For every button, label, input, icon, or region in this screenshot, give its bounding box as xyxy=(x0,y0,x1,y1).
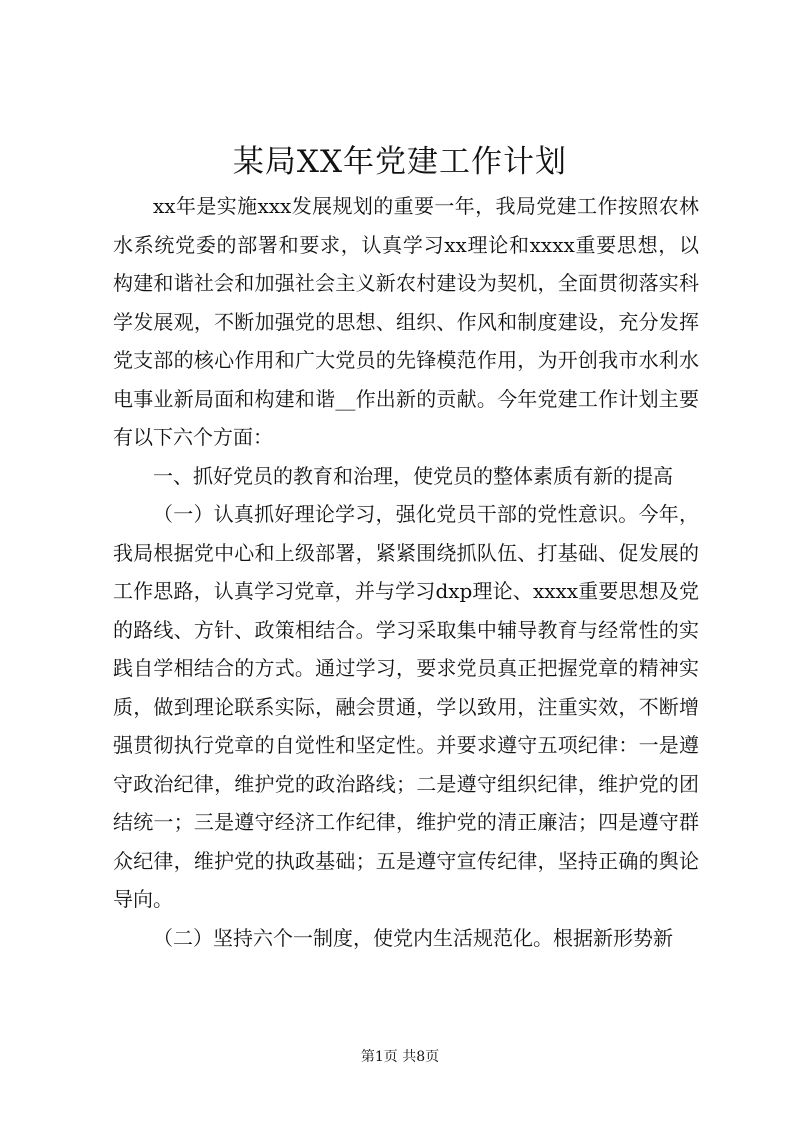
section-heading: 一、抓好党员的教育和治理，使党员的整体素质有新的提高 xyxy=(153,463,673,488)
page-footer: 第1页 共8页 xyxy=(360,1049,440,1065)
subsection-paragraph-1: （一）认真抓好理论学习，强化党员干部的党性意识。今年，我局根据党中心和上级部署，紧紧围绕抓队伍、打基础、促发展的工作思路，认真学习党章，并与学习dxp理论、xxxx重要思想及党的路线、方针、政策相结合。学习采取集中辅导教育与经常性的实践自学相结合的方式。通过学习，要求党员真正把握党章的精神实质，做到理论联系实际，融会贯通，学以致用，注重实效，不断增强贯彻执行党章的自觉性和坚定性。并要求遵守五项纪律：一是遵守政治纪律，维护党的政治路线；二是遵守组织纪律，维护党的团结统一；三是遵守经济工作纪律，维护党的清正廉洁；四是遵守群众纪律，维护党的执政基础；五是遵守宣传纪律，坚持正确的舆论导向。 xyxy=(113,502,699,911)
page-title: 某局XX年党建工作计划 xyxy=(232,144,568,180)
intro-paragraph: xx年是实施xxx发展规划的重要一年，我局党建工作按照农林水系统党委的部署和要求，认真学习xx理论和xxxx重要思想，以构建和谐社会和加强社会主义新农村建设为契机，全面贯彻落实科学发展观，不断加强党的思想、组织、作风和制度建设，充分发挥党支部的核心作用和广大党员的先锋模范作用，为开创我市水利水电事业新局面和构建和谐__作出新的贡献。今年党建工作计划主要有以下六个方面： xyxy=(113,194,699,449)
subsection-paragraph-2: （二）坚持六个一制度，使党内生活规范化。根据新形势新 xyxy=(153,925,673,950)
document-body xyxy=(113,187,699,957)
